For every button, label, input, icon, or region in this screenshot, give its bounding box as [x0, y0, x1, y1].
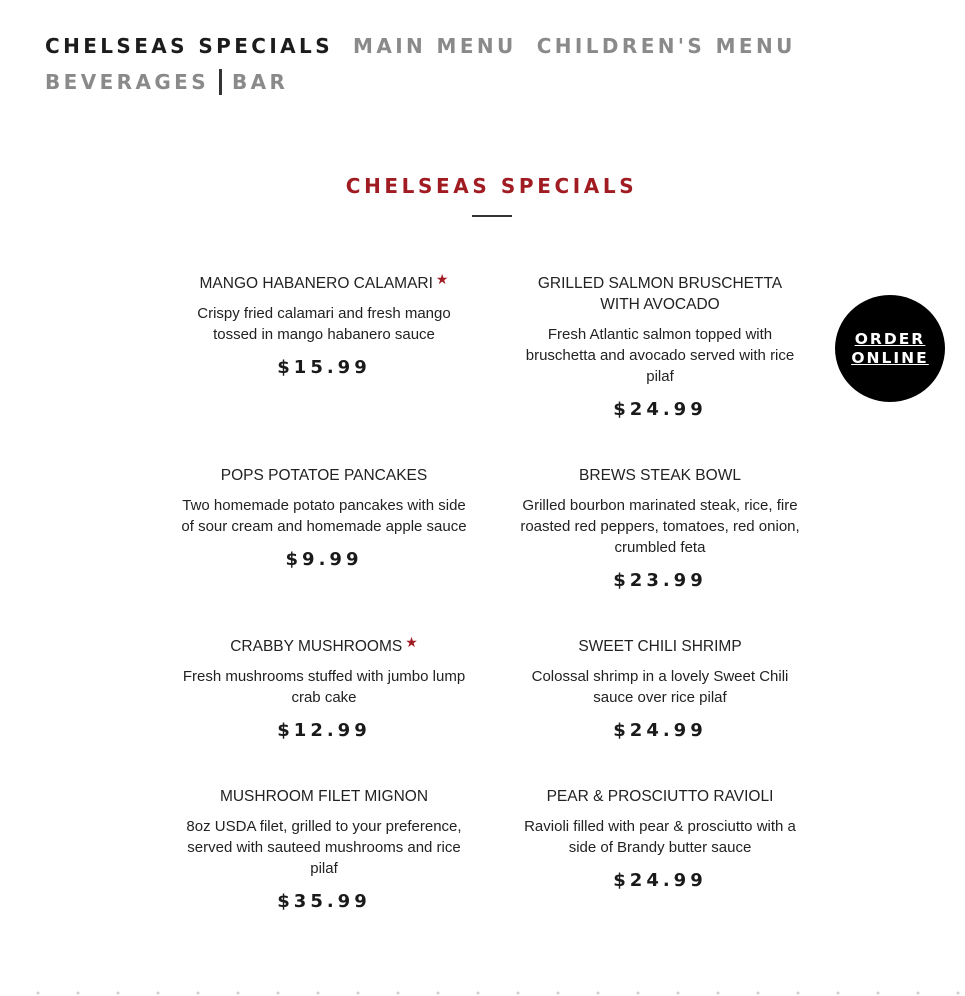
- star-icon: ★: [405, 634, 418, 650]
- nav-link-childrens-menu[interactable]: CHILDREN'S MENU: [536, 34, 796, 58]
- menu-item-price: $24.99: [613, 870, 707, 891]
- menu-item-description: Crispy fried calamari and fresh mango tossed in mango habanero sauce: [197, 305, 451, 343]
- menu-item-price: $23.99: [613, 570, 707, 591]
- menu-item-name: MANGO HABANERO CALAMARI ★: [199, 271, 449, 292]
- menu-item-name: POPS POTATOE PANCAKES: [220, 467, 428, 484]
- menu-item-name: GRILLED SALMON BRUSCHETTA WITH AVOCADO: [537, 275, 783, 313]
- menu-item: [179, 636, 469, 741]
- menu-item-description: Ravioli filled with pear & prosciutto with a side of Brandy butter sauce: [524, 818, 796, 856]
- menu-item: [515, 273, 805, 420]
- menu-item-name: PEAR & PROSCIUTTO RAVIOLI: [546, 788, 774, 805]
- order-online-label: ORDER ONLINE: [851, 329, 929, 367]
- menu-item-description: Colossal shrimp in a lovely Sweet Chili sauce over rice pilaf: [531, 668, 789, 706]
- nav-link-main-menu[interactable]: MAIN MENU: [353, 34, 517, 58]
- section-title: CHELSEAS SPECIALS: [345, 174, 638, 198]
- menu-item-price: $12.99: [277, 720, 371, 741]
- menu-item-description: Fresh mushrooms stuffed with jumbo lump crab cake: [182, 668, 466, 706]
- menu-item-description: 8oz USDA filet, grilled to your preference, served with sauteed mushrooms and rice pilaf: [186, 818, 462, 877]
- menu-item-name: SWEET CHILI SHRIMP: [578, 638, 742, 655]
- dotted-divider: [0, 990, 965, 996]
- nav-link-chelseas-specials[interactable]: CHELSEAS SPECIALS: [45, 34, 334, 58]
- nav-divider: [219, 69, 222, 95]
- menu-item: [179, 786, 469, 912]
- menu-item-price: $35.99: [277, 891, 371, 912]
- menu-item-price: $9.99: [285, 549, 363, 570]
- menu-nav-row-2: [45, 64, 805, 100]
- menu-item-name: BREWS STEAK BOWL: [579, 467, 741, 484]
- menu-item: [179, 465, 469, 570]
- menu-item: [515, 786, 805, 891]
- order-online-button[interactable]: [835, 295, 945, 402]
- menu-nav-row-1: [45, 28, 805, 64]
- menu-item-name: CRABBY MUSHROOMS ★: [230, 634, 418, 655]
- menu-item-description: Two homemade potato pancakes with side of sour cream and homemade apple sauce: [181, 497, 467, 535]
- menu-item-name: MUSHROOM FILET MIGNON: [219, 788, 429, 805]
- title-underline: [472, 215, 512, 217]
- menu-item: [515, 465, 805, 591]
- nav-link-beverages[interactable]: BEVERAGES: [45, 70, 210, 94]
- menu-item-description: Fresh Atlantic salmon topped with bruschetta and avocado served with rice pilaf: [525, 326, 795, 385]
- menu-item: [179, 273, 469, 378]
- menu-nav: [45, 28, 805, 100]
- menu-item-price: $24.99: [613, 399, 707, 420]
- menu-item-description: Grilled bourbon marinated steak, rice, fire roasted red peppers, tomatoes, red onion, crumbled feta: [520, 497, 800, 556]
- menu-item: [515, 636, 805, 741]
- star-icon: ★: [435, 271, 449, 287]
- menu-item-price: $15.99: [277, 357, 371, 378]
- menu-item-price: $24.99: [613, 720, 707, 741]
- nav-link-bar[interactable]: BAR: [232, 70, 289, 94]
